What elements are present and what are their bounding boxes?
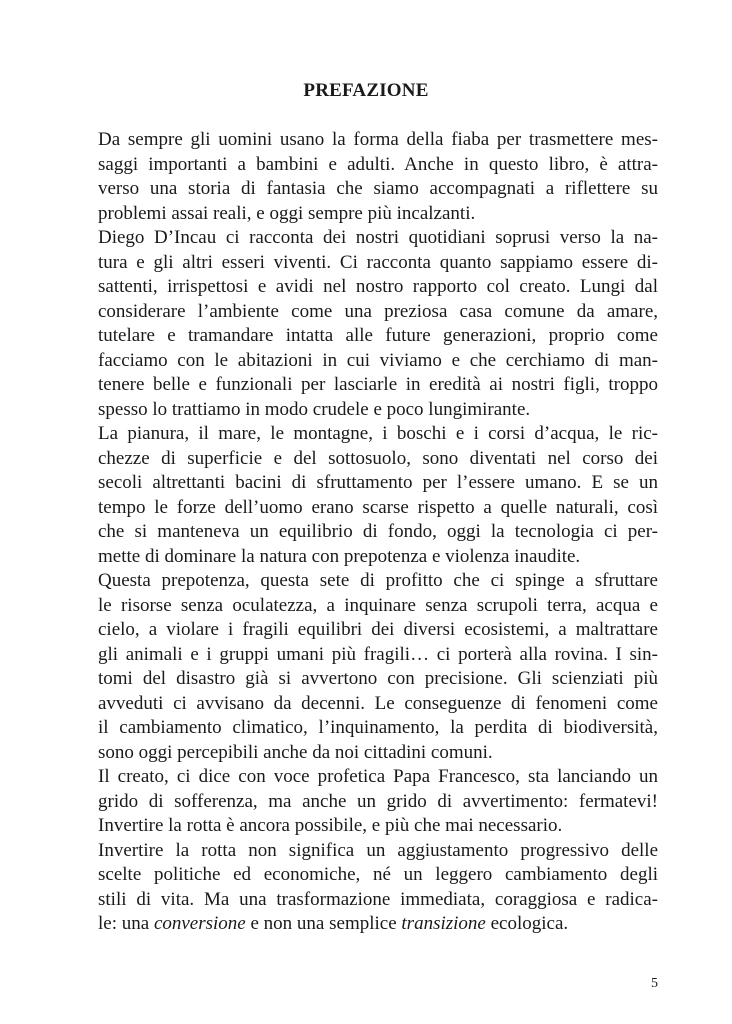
text-line: problemi assai reali, e oggi sempre più incalzanti. xyxy=(98,202,476,224)
text-line: mette di dominare la natura con prepotenza e violenza inaudite. xyxy=(98,545,581,567)
text-line: cielo, a violare i fragili equilibri dei diversi ecosistemi, a maltrattare xyxy=(98,619,658,640)
text-line: facciamo con le abitazioni in cui viviamo e che cerchiamo di man- xyxy=(98,349,658,371)
text-line: tempo le forze dell’uomo erano scarse rispetto a quelle naturali, così xyxy=(98,496,658,518)
page-title: PREFAZIONE xyxy=(303,80,429,101)
text-line: Da sempre gli uomini usano la forma della fiaba per trasmettere mes- xyxy=(98,129,658,150)
preface-body xyxy=(98,128,658,937)
text-line: il cambiamento climatico, l’inquinamento, la perdita di biodiversità, xyxy=(98,717,658,738)
text-line: stili di vita. Ma una trasformazione immediata, coraggiosa e radica- xyxy=(98,888,658,910)
text-line: La pianura, il mare, le montagne, i boschi e i corsi d’acqua, le ric- xyxy=(98,423,658,444)
text-line: le risorse senza oculatezza, a inquinare senza scrupoli terra, acqua e xyxy=(98,594,658,616)
text-line: tomi del disastro già si avvertono con precisione. Gli scienziati più xyxy=(98,668,658,689)
text-line: scelte politiche ed economiche, né un leggero cambiamento degli xyxy=(98,864,658,885)
text-line: sattenti, irrispettosi e avidi nel nostro rapporto col creato. Lungi dal xyxy=(98,276,658,297)
text-line: sono oggi percepibili anche da noi cittadini comuni. xyxy=(98,741,493,763)
text-line: avveduti ci avvisano da decenni. Le conseguenze di fenomeni come xyxy=(98,692,658,714)
text-line: tura e gli altri esseri viventi. Ci racconta quanto sappiamo essere di- xyxy=(98,251,658,273)
text-line: Questa prepotenza, questa sete di profitto che ci spinge a sfruttare xyxy=(98,570,658,591)
text-line: spesso lo trattiamo in modo crudele e poco lungimirante. xyxy=(98,398,531,420)
text-line: Il creato, ci dice con voce profetica Papa Francesco, sta lanciando un xyxy=(98,766,658,787)
text-line: che si manteneva un equilibrio di fondo, oggi la tecnologia ci per- xyxy=(98,521,658,542)
emphasis-transizione: transizione xyxy=(401,913,486,934)
text-line: considerare l’ambiente come una preziosa casa comune da amare, xyxy=(98,300,658,322)
text-line: Invertire la rotta è ancora possibile, e più che mai necessario. xyxy=(98,815,563,836)
text-line: Diego D’Incau ci racconta dei nostri quotidiani soprusi verso la na- xyxy=(98,227,658,248)
emphasis-conversione: conversione xyxy=(153,913,246,934)
text-line: chezze di superficie e del sottosuolo, sono diventati nel corso dei xyxy=(98,447,658,469)
text-line: le: una conversione e non una semplice transizione ecologica. xyxy=(98,913,569,934)
text-line: Invertire la rotta non significa un aggiustamento progressivo delle xyxy=(98,839,658,861)
text-line: saggi importanti a bambini e adulti. Anche in questo libro, è attra- xyxy=(98,153,658,175)
text-line: tenere belle e funzionali per lasciarle in eredità ai nostri figli, troppo xyxy=(98,374,658,395)
text-line: secoli altrettanti bacini di sfruttamento per l’essere umano. E se un xyxy=(98,472,658,493)
text-line: gli animali e i gruppi umani più fragili… ci porterà alla rovina. I sin- xyxy=(98,643,658,665)
text-line: grido di sofferenza, ma anche un grido di avvertimento: fermatevi! xyxy=(98,790,658,812)
text-line: tutelare e tramandare intatta alle future generazioni, proprio come xyxy=(98,325,658,346)
page-number: 5 xyxy=(651,976,658,991)
text-line: verso una storia di fantasia che siamo accompagnati a riflettere su xyxy=(98,178,658,199)
